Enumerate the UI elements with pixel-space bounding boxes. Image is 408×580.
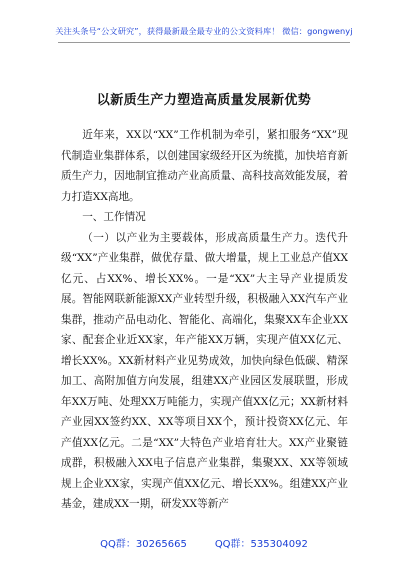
document-title: 以新质生产力塑造高质量发展新优势 bbox=[96, 93, 312, 108]
footer-contacts bbox=[0, 535, 408, 550]
header-banner: 关注头条号“公文研究”，获得最新最全最专业的公文资料库！ 微信：gongwenyj bbox=[55, 26, 353, 36]
footer-qq-group-1: QQ群：30265665 bbox=[100, 539, 187, 550]
paragraph-intro: 近年来，XX以“XX”工作机制为牵引，紧扣服务“XX”现代制造业集群体系，以创建国家级经开区为统揽，加快培育新质生产力，因地制宜推动产业高质量、高科技高效能发展，着力打造XX高地。 bbox=[61, 129, 348, 203]
header-divider bbox=[58, 42, 350, 43]
section-heading: 一、工作情况 bbox=[82, 211, 146, 223]
paragraph-work-situation: （一）以产业为主要载体，形成高质量生产力。迭代升级“XX”产业集群，做优存量、做大增量，规上工业总产值XX亿元、占XX%、增长XX%。一是“XX”大主导产业提质发展。智能网联新能源XX产业转型升级，积极融入XX汽车产业集群，推动产品电动化、智能化、高端化，集聚XX车企业XX家、配套企业近XX家，年产能XX万辆，实现产值XX亿元、增长XX%。XX新材料产业见势成效，加快向绿色低碳、精深加工、高附加值方向发展，组建XX产业园区发展联盟，形成年XX万吨、处理XX万吨能力，实现产值XX亿元；XX新材料产业园XX签约XX、XX等项目XX个，预计投资XX亿元、年产值XX亿元。二是“XX”大特色产业培育壮大。XX产业聚链成群，积极融入XX电子信息产业集群，集聚XX、XX等领域规上企业XX家，实现产值XX亿元、增长XX%。组建XX产业基金，建成XX一期，研发XX等新产 bbox=[61, 231, 348, 510]
document-body bbox=[61, 119, 348, 515]
footer-qq-group-2: QQ群：535304092 bbox=[214, 539, 308, 550]
